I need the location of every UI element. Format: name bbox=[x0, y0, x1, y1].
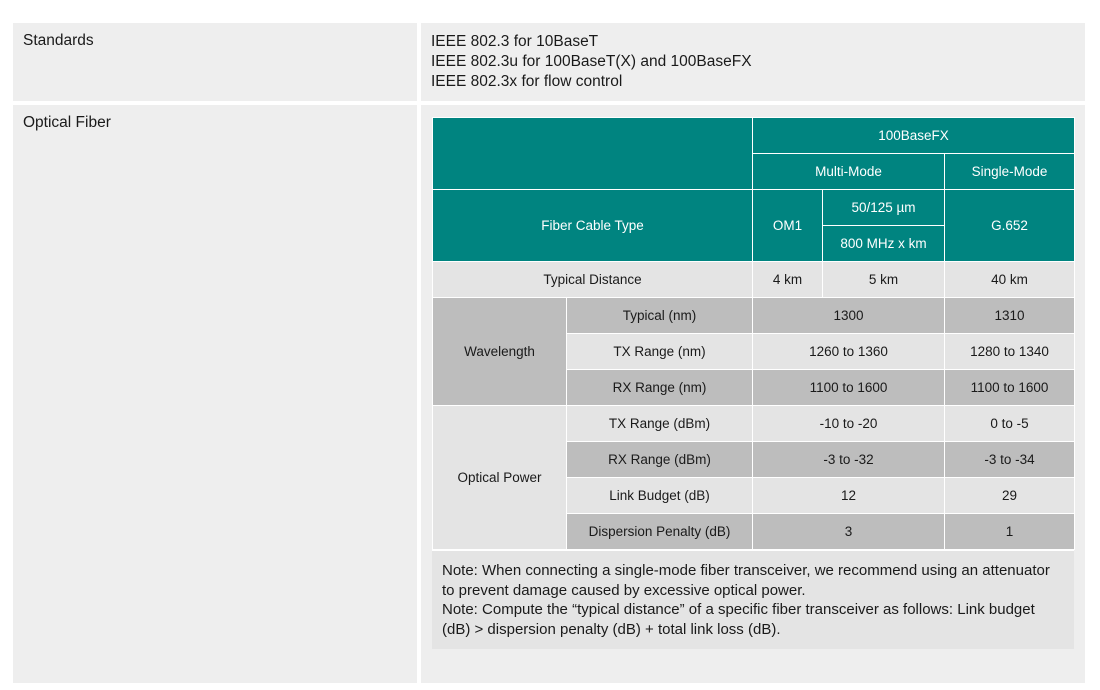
wavelength-sm-value: 1280 to 1340 bbox=[945, 334, 1075, 370]
fiber-spec-table bbox=[432, 117, 1075, 550]
optical-power-sm-value: 1 bbox=[945, 514, 1075, 550]
optical-power-mm-value: -3 to -32 bbox=[753, 442, 945, 478]
optical-fiber-value bbox=[421, 105, 1085, 683]
optical-fiber-label: Optical Fiber bbox=[13, 105, 417, 683]
typical-distance-om1: 4 km bbox=[753, 262, 823, 298]
optical-power-mm-value: 12 bbox=[753, 478, 945, 514]
header-100basefx: 100BaseFX bbox=[753, 118, 1075, 154]
spec-table bbox=[13, 23, 1085, 683]
header-multi-mode: Multi-Mode bbox=[753, 154, 945, 190]
note-text: Note: When connecting a single-mode fiber transceiver, we recommend using an attenuator to prevent damage caused by excessive optical power. bbox=[442, 562, 1050, 599]
wavelength-row-label: RX Range (nm) bbox=[567, 370, 753, 406]
optical-power-sm-value: 0 to -5 bbox=[945, 406, 1075, 442]
optical-power-group-label: Optical Power bbox=[433, 406, 567, 550]
optical-power-sm-value: -3 to -34 bbox=[945, 442, 1075, 478]
standards-label: Standards bbox=[13, 23, 417, 101]
optical-power-mm-value: -10 to -20 bbox=[753, 406, 945, 442]
optical-power-sm-value: 29 bbox=[945, 478, 1075, 514]
optical-power-mm-value: 3 bbox=[753, 514, 945, 550]
header-blank bbox=[433, 118, 753, 190]
wavelength-row-label: TX Range (nm) bbox=[567, 334, 753, 370]
wavelength-sm-value: 1100 to 1600 bbox=[945, 370, 1075, 406]
typical-distance-sm: 40 km bbox=[945, 262, 1075, 298]
header-single-mode: Single-Mode bbox=[945, 154, 1075, 190]
fiber-size-cell: 50/125 µm bbox=[823, 190, 945, 226]
wavelength-group-label: Wavelength bbox=[433, 298, 567, 406]
fiber-cable-type-label: Fiber Cable Type bbox=[433, 190, 753, 262]
wavelength-row-label: Typical (nm) bbox=[567, 298, 753, 334]
standard-line: IEEE 802.3u for 100BaseT(X) and 100BaseFX bbox=[431, 53, 752, 70]
note-text: Note: Compute the “typical distance” of a specific fiber transceiver as follows: Link budget (dB) > dispersion penalty (dB) + total link loss (dB). bbox=[442, 601, 1035, 638]
standards-row bbox=[13, 23, 1085, 101]
standard-line: IEEE 802.3x for flow control bbox=[431, 73, 623, 90]
standards-value bbox=[421, 23, 1085, 101]
wavelength-mm-value: 1100 to 1600 bbox=[753, 370, 945, 406]
bandwidth-cell: 800 MHz x km bbox=[823, 226, 945, 262]
optical-power-row-label: Dispersion Penalty (dB) bbox=[567, 514, 753, 550]
om1-cell: OM1 bbox=[753, 190, 823, 262]
standard-line: IEEE 802.3 for 10BaseT bbox=[431, 33, 599, 50]
optical-power-row-label: TX Range (dBm) bbox=[567, 406, 753, 442]
notes-box bbox=[432, 550, 1074, 649]
optical-power-row-label: RX Range (dBm) bbox=[567, 442, 753, 478]
optical-fiber-row bbox=[13, 105, 1085, 683]
typical-distance-label: Typical Distance bbox=[433, 262, 753, 298]
optical-power-row-label: Link Budget (dB) bbox=[567, 478, 753, 514]
g652-cell: G.652 bbox=[945, 190, 1075, 262]
wavelength-sm-value: 1310 bbox=[945, 298, 1075, 334]
wavelength-mm-value: 1300 bbox=[753, 298, 945, 334]
wavelength-mm-value: 1260 to 1360 bbox=[753, 334, 945, 370]
typical-distance-mm50: 5 km bbox=[823, 262, 945, 298]
